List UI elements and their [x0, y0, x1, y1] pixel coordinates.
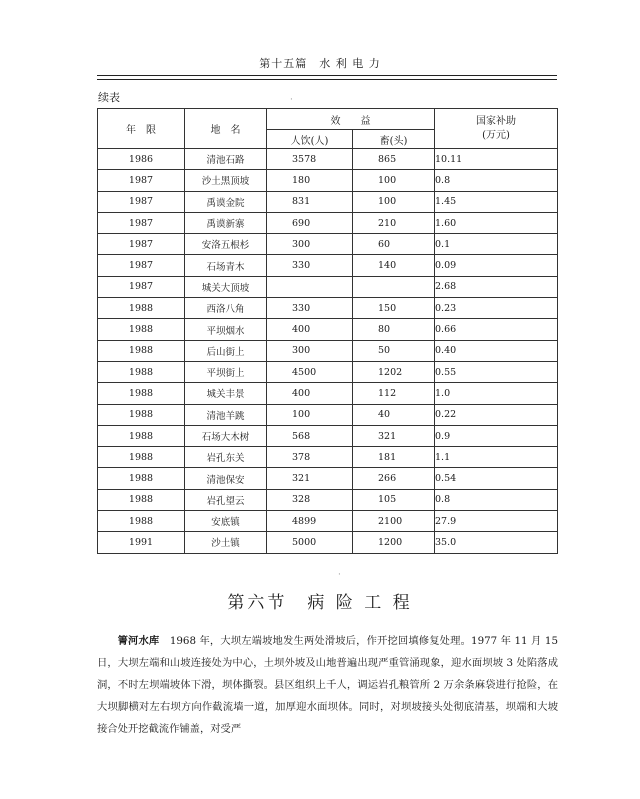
year-cell: 1988: [98, 361, 185, 382]
livestock-cell: 50: [353, 340, 435, 361]
livestock-cell: 1202: [353, 361, 435, 382]
livestock-cell: 865: [353, 149, 435, 170]
subsidy-cell: 35.0: [435, 532, 558, 553]
table-row: [98, 170, 558, 191]
header-people: 人饮(人): [267, 130, 353, 149]
people-cell: 180: [267, 170, 353, 191]
table-row: [98, 340, 558, 361]
table-row: [98, 489, 558, 510]
year-cell: 1986: [98, 149, 185, 170]
year-cell: 1988: [98, 489, 185, 510]
table-row: [98, 298, 558, 319]
subsidy-table: [97, 108, 558, 554]
livestock-cell: 150: [353, 298, 435, 319]
header-subsidy: 国家补助 (万元): [435, 109, 558, 149]
subsidy-cell: 0.9: [435, 425, 558, 446]
people-cell: 568: [267, 425, 353, 446]
subsidy-cell: 0.1: [435, 234, 558, 255]
place-cell: 岩孔望云: [185, 489, 267, 510]
subsidy-cell: 2.68: [435, 276, 558, 297]
place-cell: 清池石路: [185, 149, 267, 170]
scan-speck: ·: [338, 570, 341, 580]
table-row: [98, 404, 558, 425]
year-cell: 1987: [98, 170, 185, 191]
livestock-cell: 2100: [353, 511, 435, 532]
people-cell: 3578: [267, 149, 353, 170]
place-cell: 清池羊跳: [185, 404, 267, 425]
year-cell: 1988: [98, 383, 185, 404]
year-cell: 1987: [98, 234, 185, 255]
header-rule-double: [97, 79, 557, 80]
place-cell: 石场青木: [185, 255, 267, 276]
people-cell: 831: [267, 191, 353, 212]
livestock-cell: 266: [353, 468, 435, 489]
subsidy-cell: 0.66: [435, 319, 558, 340]
people-cell: [267, 276, 353, 297]
livestock-cell: 1200: [353, 532, 435, 553]
place-cell: 城关丰景: [185, 383, 267, 404]
livestock-cell: [353, 276, 435, 297]
subsidy-cell: 0.8: [435, 170, 558, 191]
people-cell: 5000: [267, 532, 353, 553]
table-row: [98, 191, 558, 212]
table-continued-label: 续表: [98, 91, 120, 104]
year-cell: 1987: [98, 191, 185, 212]
table-row: [98, 361, 558, 382]
livestock-cell: 100: [353, 191, 435, 212]
place-cell: 清池保安: [185, 468, 267, 489]
people-cell: 4500: [267, 361, 353, 382]
year-cell: 1988: [98, 319, 185, 340]
header-rule: [97, 75, 557, 76]
table-row: [98, 447, 558, 468]
subsidy-cell: 0.55: [435, 361, 558, 382]
body-paragraph: [97, 630, 558, 740]
livestock-cell: 140: [353, 255, 435, 276]
table-row: [98, 319, 558, 340]
people-cell: 378: [267, 447, 353, 468]
header-place: 地 名: [185, 109, 267, 149]
header-livestock: 畜(头): [353, 130, 435, 149]
place-cell: 后山街上: [185, 340, 267, 361]
table-row: [98, 276, 558, 297]
people-cell: 400: [267, 383, 353, 404]
livestock-cell: 181: [353, 447, 435, 468]
livestock-cell: 112: [353, 383, 435, 404]
livestock-cell: 80: [353, 319, 435, 340]
people-cell: 330: [267, 298, 353, 319]
place-cell: 石场大木树: [185, 425, 267, 446]
place-cell: 城关大顶坡: [185, 276, 267, 297]
place-cell: 平坝烟水: [185, 319, 267, 340]
place-cell: 岩孔东关: [185, 447, 267, 468]
subsidy-cell: 0.23: [435, 298, 558, 319]
page-header: 第十五篇 水 利 电 力: [259, 57, 381, 70]
year-cell: 1987: [98, 276, 185, 297]
table-row: [98, 425, 558, 446]
table-row: [98, 234, 558, 255]
livestock-cell: 40: [353, 404, 435, 425]
table-row: [98, 255, 558, 276]
subsidy-cell: 0.40: [435, 340, 558, 361]
people-cell: 330: [267, 255, 353, 276]
subsidy-cell: 0.8: [435, 489, 558, 510]
year-cell: 1988: [98, 340, 185, 361]
livestock-cell: 321: [353, 425, 435, 446]
table-row: [98, 212, 558, 233]
subsidy-cell: 0.54: [435, 468, 558, 489]
year-cell: 1988: [98, 404, 185, 425]
subsidy-cell: 10.11: [435, 149, 558, 170]
place-cell: 安洛五根杉: [185, 234, 267, 255]
year-cell: 1988: [98, 298, 185, 319]
people-cell: 321: [267, 468, 353, 489]
subsidy-cell: 27.9: [435, 511, 558, 532]
livestock-cell: 210: [353, 212, 435, 233]
subsidy-cell: 1.1: [435, 447, 558, 468]
livestock-cell: 60: [353, 234, 435, 255]
table-row: [98, 468, 558, 489]
place-cell: 沙土镇: [185, 532, 267, 553]
place-cell: 安底镇: [185, 511, 267, 532]
place-cell: 平坝街上: [185, 361, 267, 382]
year-cell: 1988: [98, 511, 185, 532]
people-cell: 300: [267, 234, 353, 255]
place-cell: 沙土黑顶坡: [185, 170, 267, 191]
subsidy-cell: 1.0: [435, 383, 558, 404]
place-cell: 西洛八角: [185, 298, 267, 319]
people-cell: 300: [267, 340, 353, 361]
people-cell: 4899: [267, 511, 353, 532]
paragraph-lead: 箐河水库: [117, 635, 160, 647]
year-cell: 1987: [98, 255, 185, 276]
table-row: [98, 149, 558, 170]
year-cell: 1987: [98, 212, 185, 233]
header-year: 年 限: [98, 109, 185, 149]
people-cell: 328: [267, 489, 353, 510]
subsidy-cell: 0.22: [435, 404, 558, 425]
people-cell: 100: [267, 404, 353, 425]
people-cell: 400: [267, 319, 353, 340]
table-row: [98, 383, 558, 404]
place-cell: 禹谟金院: [185, 191, 267, 212]
section-title: 第六节 病 险 工 程: [227, 593, 413, 613]
place-cell: 禹谟新寨: [185, 212, 267, 233]
people-cell: 690: [267, 212, 353, 233]
paragraph-text: 1968 年，大坝左端坡地发生两处滑坡后，作开挖回填修复处理。1977 年 11 月 15 日，大坝左端和山坡连接处为中心，土坝外坡及山地普遍出现严重管涌现象，迎水面坝坡 3 处陷落成洞，不时左坝端坡体下滑，坝体撕裂。县区组织上千人，调运岩孔粮管所 2 万余条麻袋进行抢险，在大坝脚横对左右坝方向作截流墙一道，加厚迎水面坝体。同时，对坝坡接头处彻底清基，坝端和大坡接合处开挖截流作铺盖，对受严: [97, 635, 558, 735]
livestock-cell: 105: [353, 489, 435, 510]
year-cell: 1988: [98, 447, 185, 468]
livestock-cell: 100: [353, 170, 435, 191]
subsidy-cell: 1.45: [435, 191, 558, 212]
year-cell: 1991: [98, 532, 185, 553]
year-cell: 1988: [98, 425, 185, 446]
scan-speck: ·: [290, 95, 293, 105]
table-row: [98, 532, 558, 553]
header-benefit: 效 益: [267, 109, 435, 130]
subsidy-cell: 1.60: [435, 212, 558, 233]
subsidy-cell: 0.09: [435, 255, 558, 276]
table-row: [98, 511, 558, 532]
year-cell: 1988: [98, 468, 185, 489]
